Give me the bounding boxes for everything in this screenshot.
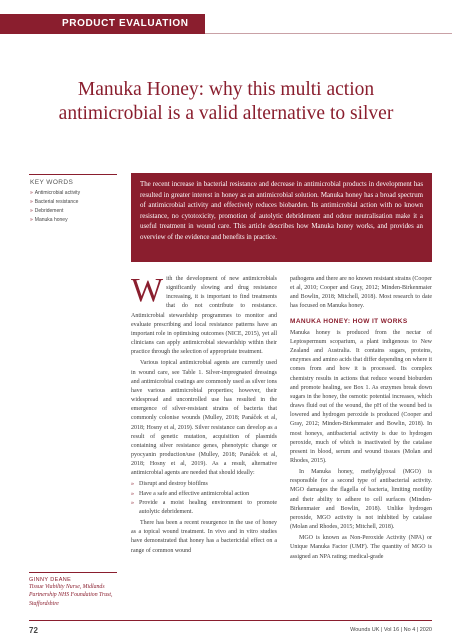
- bullet-arrow-icon: »: [131, 481, 134, 488]
- author-name: GINNY DEANE: [29, 577, 72, 583]
- body-paragraph: Manuka honey is produced from the nectar of Leptospermum scoparium, a plant indigenous to New Zealand and Australia. It contains sugars, proteins, enzymes and amino acids that differ depending on where it comes from and how it is processed. Its complex chemistry results in actions that reduce wound bioburden and promote healing, see Box 1. As enzymes break down sugars in the honey, the osmotic potential increases, which draws fluid out of the wound, the pH of the wound bed is lowered and hydrogen peroxide is produced (Cooper and Gray, 2012; Minden-Birkenmaier and Bowlin, 2018). In most honeys, antibacterial activity is due to hydrogen peroxide, much of which is inactivated by the catalase present in blood, serum and wound tissues (Molan and Rhodes, 2015).: [290, 329, 432, 464]
- body-column-right: [290, 275, 432, 564]
- keyword-item: [30, 216, 80, 225]
- body-paragraph: [131, 272, 277, 357]
- abstract-text: The recent increase in bacterial resistance and decrease in antimicrobial products in development has resulted in greater interest in honey as an antimicrobial solution. Manuka honey has a broad spectrum of antimicrobial activity and effectively reduces biobarden. Its antimicrobial action with no known resistance, no cytotoxicity, promotion of autolytic debridement and odour neutralisation make it a useful treatment in wound care. This article describes how Manuka honey works, and provides an overview of the evidence and benefits in practice.: [140, 181, 423, 241]
- bullet-arrow-icon: »: [131, 499, 134, 506]
- keyword-item: [30, 189, 80, 198]
- double-arrow-icon: »: [30, 190, 33, 196]
- bullet-item: [131, 499, 277, 517]
- author-rule: [29, 572, 117, 573]
- author-block: [29, 572, 121, 608]
- body-paragraph: In Manuka honey, methylglyoxal (MGO) is responsible for a second type of antibacterial activity. MGO damages the flagella of bacteria, limiting motility and their ability to adhere to cell surfaces (Minden-Birkenmaier and Bowlin, 2018). Unlike hydrogen peroxide, MGO activity is not inhibited by catalase (Molan and Rhodes, 2015; Mitchell, 2018).: [290, 469, 432, 531]
- body-paragraph: Various topical antimicrobial agents are currently used in wound care, see Table 1. Silver-impregnated dressings and antimicrobial coatings are commonly used as silver ions have various antimicrobial properties; however, their widespread and uncontrolled use has resulted in the emergence of silver-resistant strains of bacteria that commonly colonise wounds (Mulley, 2018; Panáček et al, 2018; Hosny et al, 2019). Silver resistance can develop as a result of genetic mutation, acquisition of plasmids containing silver resistance genes, phenotypic change or pyocyanin production/use (Mulley, 2018; Panáček et al, 2018; Hosny et al, 2019). As a result, alternative antimicrobial agents are needed that should ideally:: [131, 360, 277, 477]
- bullet-text: Provide a moist healing environment to promote autolytic debridement.: [139, 499, 277, 515]
- bullet-list: [131, 480, 277, 517]
- page-number: 72: [29, 626, 38, 635]
- double-arrow-icon: »: [30, 208, 33, 214]
- header-rule: [205, 33, 452, 34]
- body-column-left: [131, 272, 277, 558]
- bullet-text: Disrupt and destroy biofilms: [139, 481, 208, 488]
- body-paragraph: pathogens and there are no known resistant strains (Cooper et al, 2010; Cooper and Gray, 2012; Minden-Birkenmaier and Bowlin, 2018; Mitchell, 2018). Most research to date has focused on Manuka honey.: [290, 276, 432, 310]
- bullet-item: [131, 490, 277, 499]
- keyword-item: [30, 207, 80, 216]
- bullet-arrow-icon: »: [131, 490, 134, 497]
- keyword-label: Manuka honey: [34, 217, 68, 223]
- abstract-box: [131, 173, 432, 262]
- keyword-label: Debridement: [34, 208, 64, 214]
- body-paragraph: MGO is known as Non-Peroxide Activity (NPA) or Unique Manuka Factor (UMF). The quantity of MGO is assigned an NPA rating; medical-grade: [290, 535, 432, 560]
- keywords-list: [30, 189, 80, 225]
- journal-info: Wounds UK | Vol 16 | No 4 | 2020: [350, 627, 432, 633]
- article-title: Manuka Honey: why this multi action antimicrobial is a valid alternative to silver: [58, 79, 394, 124]
- keyword-item: [30, 198, 80, 207]
- keywords-rule: [29, 174, 117, 175]
- double-arrow-icon: »: [30, 199, 33, 205]
- bullet-item: [131, 480, 277, 489]
- paragraph-text: ith the development of new antimicrobials significantly slowing and drug resistance increasing, it is important to find treatments that do not contribute to resistance. Antimicrobial stewardship programmes to monitor and evaluate prescribing and local resistance patterns have an important role in optimising outcomes (NICE, 2015), yet all clinicians can apply antimicrobial stewardship within their practice through the selection of appropriate treatment.: [131, 276, 277, 356]
- body-paragraph: There has been a recent resurgence in the use of honey as a topical wound treatment. In vivo and in vitro studies have demonstrated that honey has a bactericidal effect on a range of common wound: [131, 520, 277, 554]
- bullet-text: Have a safe and effective antimicrobial action: [139, 490, 250, 497]
- drop-cap: W: [131, 272, 164, 309]
- keywords-box: [29, 174, 117, 226]
- section-banner: [0, 14, 205, 34]
- double-arrow-icon: »: [30, 217, 33, 223]
- keyword-label: Antimicrobial activity: [34, 190, 81, 196]
- keyword-label: Bacterial resistance: [34, 199, 79, 205]
- keywords-heading: KEY WORDS: [30, 179, 74, 186]
- author-role: Tissue Viability Nurse, Midlands Partnership NHS Foundation Trust, Staffordshire: [29, 584, 113, 607]
- section-heading: MANUKA HONEY: HOW IT WORKS: [290, 317, 408, 325]
- section-label: PRODUCT EVALUATION: [62, 18, 189, 29]
- footer-rule: [29, 620, 432, 621]
